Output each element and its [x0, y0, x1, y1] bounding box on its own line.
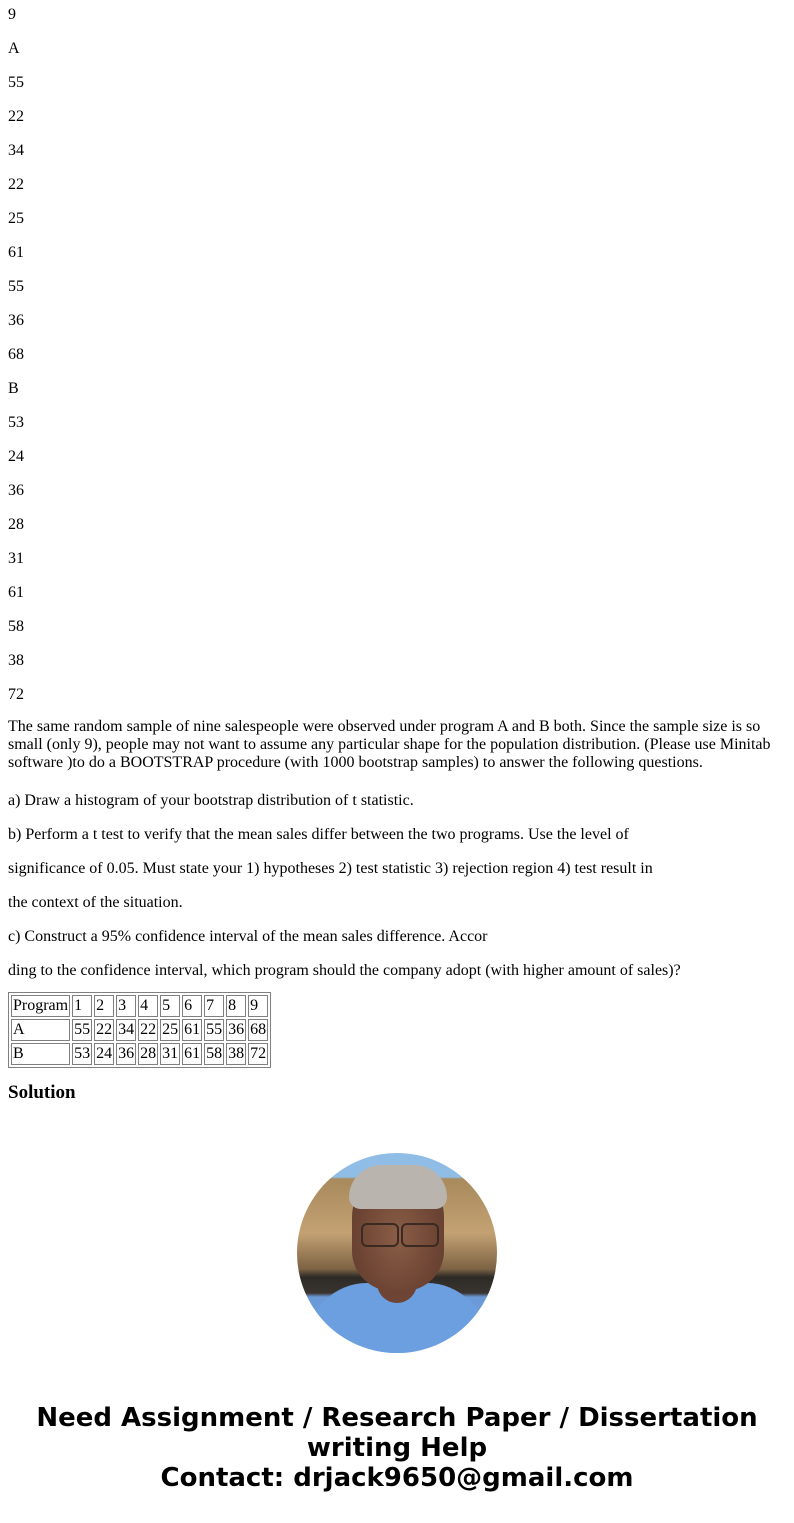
question-line: b) Perform a t test to verify that the mean sales differ between the two programs. Use the level of: [8, 826, 629, 843]
table-cell: B: [11, 1043, 70, 1065]
table-cell: 61: [182, 1019, 202, 1041]
table-cell: A: [11, 1019, 70, 1041]
table-cell: 55: [72, 1019, 92, 1041]
list-item: 68: [8, 346, 24, 363]
table-header-row: [11, 995, 268, 1017]
table-cell: 4: [138, 995, 158, 1017]
questions: [8, 788, 786, 992]
list-item: 25: [8, 210, 24, 227]
table-cell: 5: [160, 995, 180, 1017]
table-cell: 24: [94, 1043, 114, 1065]
list-item: 72: [8, 686, 24, 703]
list-item: 28: [8, 516, 24, 533]
table-cell: 3: [116, 995, 136, 1017]
question-line: ding to the confidence interval, which program should the company adopt (with higher amount of sales)?: [8, 962, 681, 979]
sales-data-table: [8, 992, 271, 1068]
list-item: 22: [8, 176, 24, 193]
list-item: 36: [8, 312, 24, 329]
avatar-photo: [297, 1153, 497, 1353]
table-cell: 36: [226, 1019, 246, 1041]
question-line: c) Construct a 95% confidence interval of the mean sales difference. Accor: [8, 928, 488, 945]
banner-line: writing Help: [306, 1433, 488, 1463]
list-item: 31: [8, 550, 24, 567]
question-line: a) Draw a histogram of your bootstrap distribution of t statistic.: [8, 792, 414, 809]
list-item: 61: [8, 584, 24, 601]
list-item: 55: [8, 74, 24, 91]
glasses-icon: [401, 1223, 439, 1247]
table-cell: 9: [248, 995, 268, 1017]
table-cell: 38: [226, 1043, 246, 1065]
value-list: [8, 0, 786, 714]
author-avatar: [297, 1153, 497, 1353]
question-line: the context of the situation.: [8, 894, 183, 911]
table-cell: 36: [116, 1043, 136, 1065]
table-cell: 72: [248, 1043, 268, 1065]
list-item: 22: [8, 108, 24, 125]
list-item: 55: [8, 278, 24, 295]
banner-line: Need Assignment / Research Paper / Dissertation: [36, 1403, 758, 1433]
contact-banner: [0, 1403, 794, 1493]
table-cell: 22: [138, 1019, 158, 1041]
table-cell: 58: [204, 1043, 224, 1065]
list-item: 53: [8, 414, 24, 431]
table-cell: 22: [94, 1019, 114, 1041]
table-row: [11, 1043, 268, 1065]
table-row: [11, 1019, 268, 1041]
list-item: A: [8, 40, 20, 57]
banner-contact: Contact: drjack9650@gmail.com: [160, 1463, 634, 1493]
table-cell: 1: [72, 995, 92, 1017]
list-item: 58: [8, 618, 24, 635]
intro-paragraph: The same random sample of nine salespeople were observed under program A and B both. Since the sample size is so small (only 9), people may not want to assume any particular shape for the population distribution. (Please use Minitab software )to do a BOOTSTRAP procedure (with 1000 bootstrap samples) to answer the following questions.: [8, 718, 771, 771]
avatar-hair: [349, 1165, 447, 1209]
table-cell: 61: [182, 1043, 202, 1065]
question-line: significance of 0.05. Must state your 1) hypotheses 2) test statistic 3) rejection region 4) test result in: [8, 860, 653, 877]
solution-heading: Solution: [8, 1082, 76, 1103]
table-cell: 7: [204, 995, 224, 1017]
table-cell: Program: [11, 995, 70, 1017]
table-cell: 25: [160, 1019, 180, 1041]
table-cell: 55: [204, 1019, 224, 1041]
table-cell: 6: [182, 995, 202, 1017]
list-item: 61: [8, 244, 24, 261]
table-cell: 68: [248, 1019, 268, 1041]
list-item: 36: [8, 482, 24, 499]
table-cell: 53: [72, 1043, 92, 1065]
table-cell: 8: [226, 995, 246, 1017]
list-item: 34: [8, 142, 24, 159]
glasses-icon: [361, 1223, 399, 1247]
table-cell: 2: [94, 995, 114, 1017]
list-item: 9: [8, 6, 16, 23]
list-item: B: [8, 380, 19, 397]
table-cell: 28: [138, 1043, 158, 1065]
table-cell: 34: [116, 1019, 136, 1041]
table-cell: 31: [160, 1043, 180, 1065]
list-item: 38: [8, 652, 24, 669]
list-item: 24: [8, 448, 24, 465]
